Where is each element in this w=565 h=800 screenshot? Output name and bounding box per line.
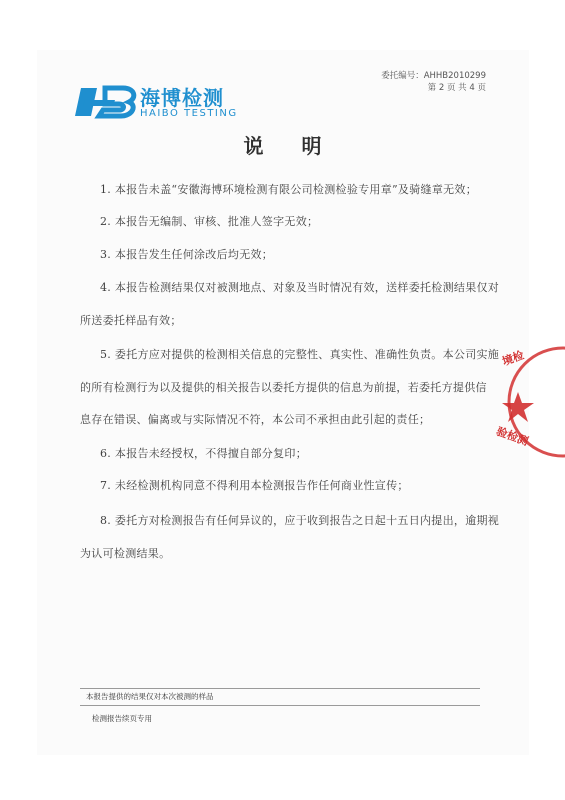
clause-line: 所送委托样品有效；: [80, 314, 182, 327]
footer-note: 本报告提供的结果仅对本次被测的样品: [86, 692, 214, 701]
clause-line: 7. 未经检测机构同意不得利用本检测报告作任何商业性宣传；: [100, 479, 409, 492]
clause-line: 5. 委托方应对提供的检测相关信息的完整性、真实性、准确性负责。本公司实施: [100, 348, 500, 361]
clause-line: 2. 本报告无编制、审核、批准人签字无效；: [100, 215, 319, 228]
logo-english-name: HAIBO TESTING: [140, 108, 238, 119]
official-seal-partial: [488, 340, 565, 460]
footer-divider-bottom: [80, 705, 480, 706]
clause-line: 为认可检测结果。: [80, 547, 171, 560]
clause-line: 4. 本报告检测结果仅对被测地点、对象及当时情况有效，送样委托检测结果仅对: [100, 281, 500, 294]
footer-page-type: 检测报告续页专用: [92, 714, 152, 723]
hb-logo-mark: [75, 80, 137, 124]
seal-text-top: 境检: [500, 348, 526, 369]
clause-line: 息存在错误、偏离或与实际情况不符，本公司不承担由此引起的责任；: [80, 413, 431, 426]
report-meta: [381, 70, 486, 94]
clause-line: 6. 本报告未经授权，不得擅自部分复印；: [100, 447, 307, 460]
logo-chinese-name: 海博检测: [140, 86, 224, 110]
page-info: 第 2 页 共 4 页: [427, 83, 486, 93]
clause-line: 8. 委托方对检测报告有任何异议的，应于收到报告之日起十五日内提出，逾期视: [100, 514, 500, 527]
clause-line: 3. 本报告发生任何涂改后均无效；: [100, 248, 274, 261]
clause-line: 1. 本报告未盖“安徽海博环境检测有限公司检测检验专用章”及骑缝章无效；: [100, 183, 478, 196]
seal-text-bottom: 验检测: [494, 424, 531, 449]
clause-line: 的所有检测行为以及提供的相关报告以委托方提供的信息为前提，若委托方提供信: [80, 381, 487, 394]
page-title: 说明: [243, 134, 360, 158]
commission-number: 委托编号：AHHB2010299: [381, 71, 486, 81]
footer-divider-top: [80, 688, 480, 689]
